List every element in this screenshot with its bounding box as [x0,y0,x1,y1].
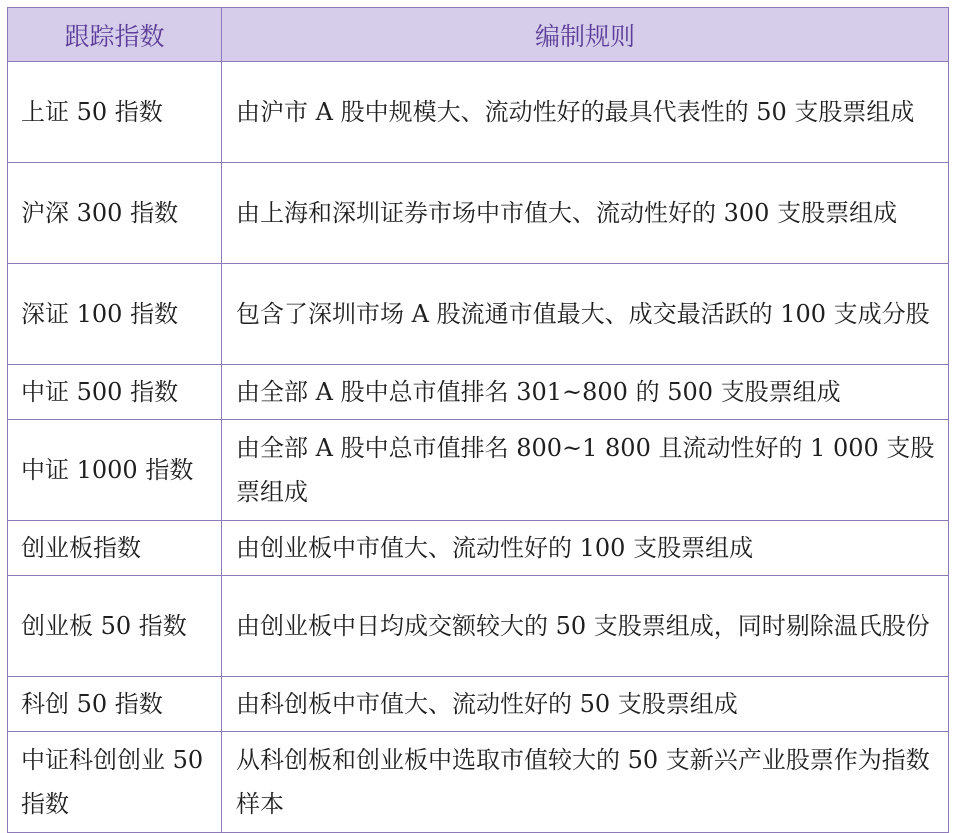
table-row [8,62,949,163]
index-name-cell: 深证 100 指数 [8,264,222,365]
rule-cell: 包含了深圳市场 A 股流通市值最大、成交最活跃的 100 支成分股 [222,264,949,365]
index-rules-table [7,7,949,833]
table-row [8,521,949,576]
rule-cell: 由创业板中日均成交额较大的 50 支股票组成，同时剔除温氏股份 [222,576,949,677]
rule-cell: 由全部 A 股中总市值排名 301~800 的 500 支股票组成 [222,365,949,420]
index-name-cell: 创业板 50 指数 [8,576,222,677]
table-row [8,365,949,420]
index-name-cell: 中证科创创业 50 指数 [8,732,222,833]
rule-cell: 由科创板中市值大、流动性好的 50 支股票组成 [222,677,949,732]
table-header-row [8,8,949,62]
index-name-cell: 上证 50 指数 [8,62,222,163]
rule-cell: 由上海和深圳证券市场中市值大、流动性好的 300 支股票组成 [222,163,949,264]
rule-cell: 由全部 A 股中总市值排名 800~1 800 且流动性好的 1 000 支股票组成 [222,420,949,521]
rule-cell: 由沪市 A 股中规模大、流动性好的最具代表性的 50 支股票组成 [222,62,949,163]
header-tracking-index: 跟踪指数 [8,8,222,62]
index-rules-table-container [7,7,948,833]
table-row [8,420,949,521]
table-row [8,677,949,732]
index-name-cell: 中证 500 指数 [8,365,222,420]
table-row [8,264,949,365]
table-row [8,732,949,833]
index-name-cell: 科创 50 指数 [8,677,222,732]
header-compilation-rule: 编制规则 [222,8,949,62]
table-row [8,576,949,677]
rule-cell: 由创业板中市值大、流动性好的 100 支股票组成 [222,521,949,576]
index-name-cell: 创业板指数 [8,521,222,576]
table-row [8,163,949,264]
index-name-cell: 沪深 300 指数 [8,163,222,264]
index-name-cell: 中证 1000 指数 [8,420,222,521]
rule-cell: 从科创板和创业板中选取市值较大的 50 支新兴产业股票作为指数样本 [222,732,949,833]
